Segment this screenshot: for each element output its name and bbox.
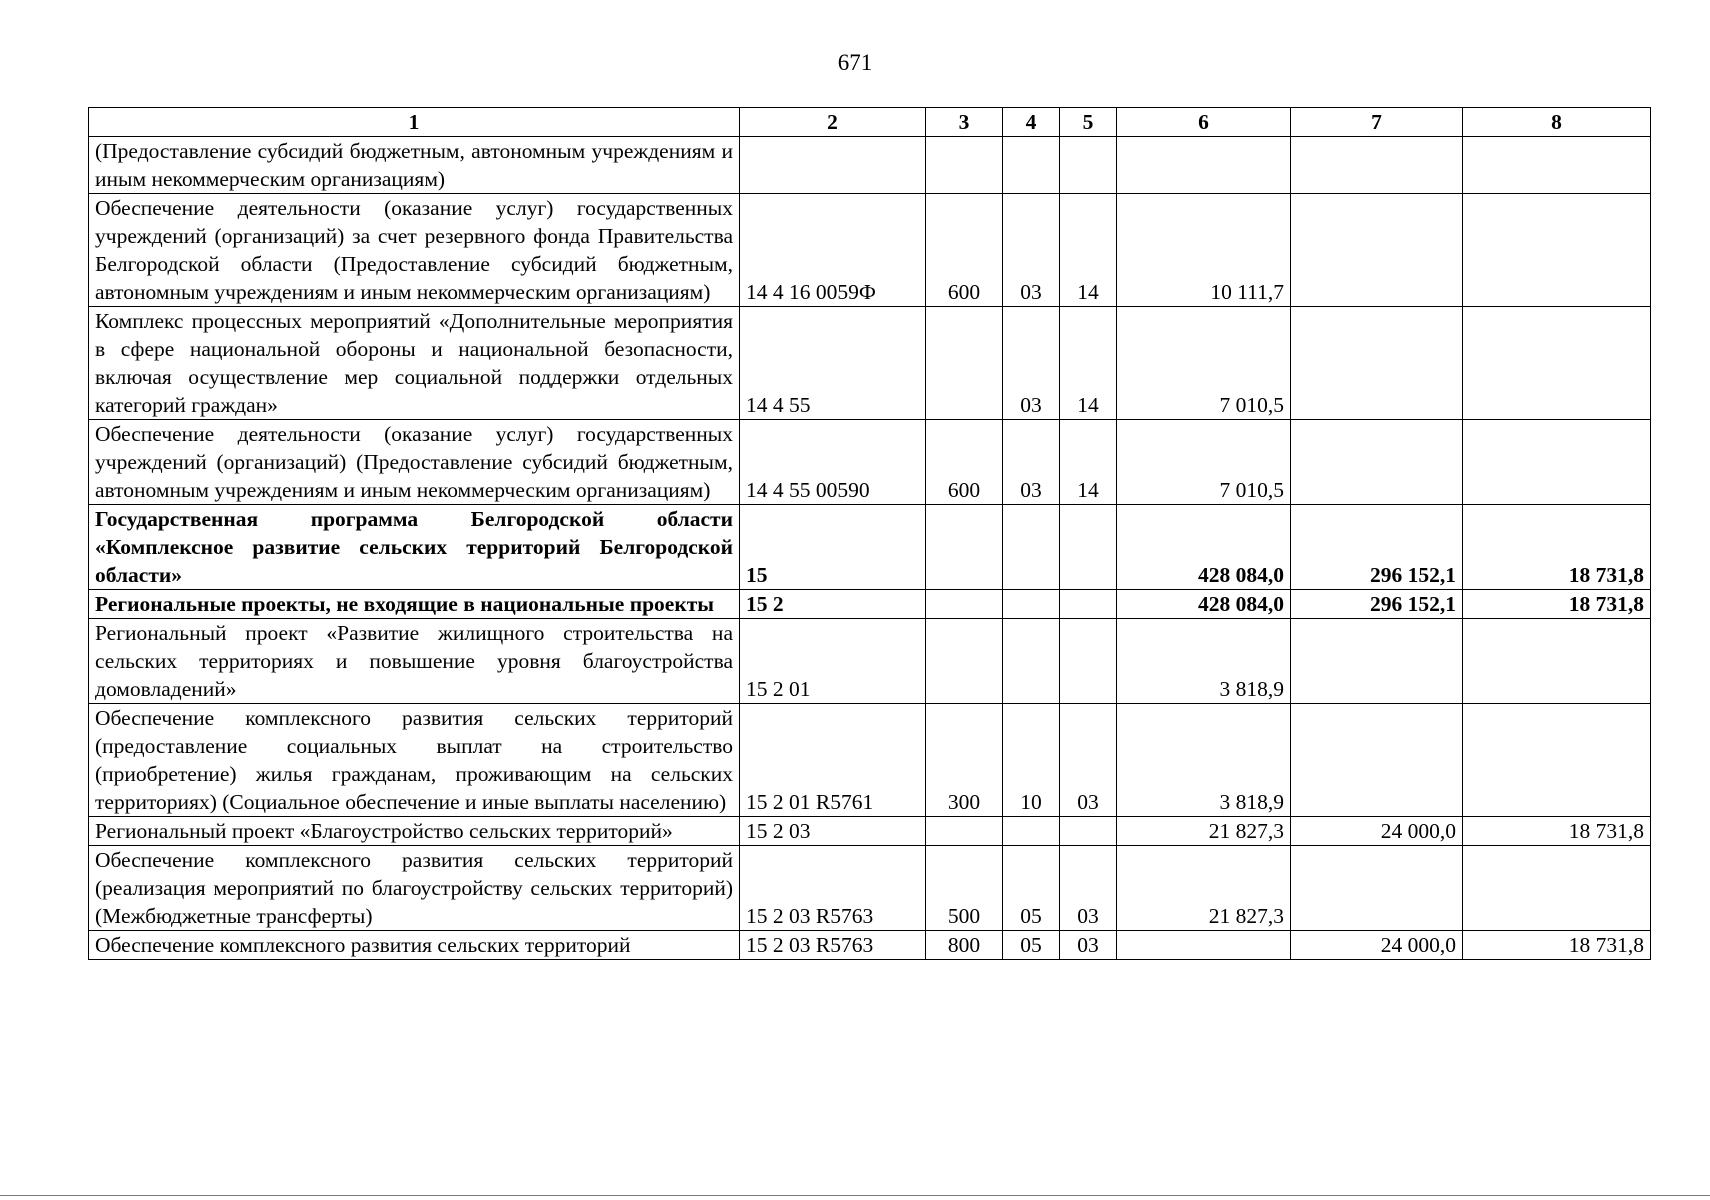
row-col7 (1291, 194, 1463, 307)
row-code: 15 2 (740, 590, 926, 619)
column-header: 3 (926, 108, 1003, 137)
column-header: 5 (1060, 108, 1117, 137)
row-col6 (1117, 931, 1291, 960)
row-col3 (926, 137, 1003, 194)
row-col7 (1291, 846, 1463, 931)
row-col6: 21 827,3 (1117, 817, 1291, 846)
row-col8 (1463, 420, 1651, 505)
table-row (89, 619, 1651, 704)
row-col3: 600 (926, 194, 1003, 307)
row-col3: 600 (926, 420, 1003, 505)
row-col7: 24 000,0 (1291, 817, 1463, 846)
budget-table (88, 107, 1651, 960)
row-col7: 296 152,1 (1291, 505, 1463, 590)
row-code: 14 4 55 00590 (740, 420, 926, 505)
row-col8: 18 731,8 (1463, 590, 1651, 619)
row-col4: 03 (1003, 194, 1060, 307)
row-col6: 7 010,5 (1117, 307, 1291, 420)
row-col8 (1463, 619, 1651, 704)
row-col5: 14 (1060, 420, 1117, 505)
row-col8 (1463, 194, 1651, 307)
row-col5 (1060, 590, 1117, 619)
row-col4 (1003, 505, 1060, 590)
row-col5 (1060, 137, 1117, 194)
row-col8 (1463, 846, 1651, 931)
row-col8 (1463, 704, 1651, 817)
row-code: 15 2 03 (740, 817, 926, 846)
row-col7 (1291, 420, 1463, 505)
column-header: 7 (1291, 108, 1463, 137)
row-col8: 18 731,8 (1463, 505, 1651, 590)
row-col6: 3 818,9 (1117, 619, 1291, 704)
table-row (89, 704, 1651, 817)
row-col5: 03 (1060, 704, 1117, 817)
row-col4: 10 (1003, 704, 1060, 817)
row-col6: 10 111,7 (1117, 194, 1291, 307)
row-code: 15 (740, 505, 926, 590)
table-row (89, 194, 1651, 307)
row-col6: 428 084,0 (1117, 505, 1291, 590)
row-col5: 14 (1060, 307, 1117, 420)
row-col4: 05 (1003, 846, 1060, 931)
row-col3 (926, 619, 1003, 704)
row-col7 (1291, 307, 1463, 420)
page-bottom-rule (0, 1195, 1710, 1196)
row-col8 (1463, 137, 1651, 194)
row-description: Обеспечение деятельности (оказание услуг) государственных учреждений (организаций) за счет резервного фонда Правительства Белгородской области (Предоставление субсидий бюджетным, автономным учреждениям и иным некоммерческим организациям) (89, 194, 740, 307)
column-header: 2 (740, 108, 926, 137)
row-col7 (1291, 704, 1463, 817)
row-col8 (1463, 307, 1651, 420)
row-col5 (1060, 817, 1117, 846)
row-description: Региональные проекты, не входящие в национальные проекты (89, 590, 740, 619)
row-col3: 500 (926, 846, 1003, 931)
row-col6: 3 818,9 (1117, 704, 1291, 817)
row-col5 (1060, 505, 1117, 590)
row-code: 15 2 01 R5761 (740, 704, 926, 817)
table-row (89, 931, 1651, 960)
column-header: 6 (1117, 108, 1291, 137)
row-code: 15 2 03 R5763 (740, 931, 926, 960)
row-col4: 03 (1003, 307, 1060, 420)
row-col3 (926, 590, 1003, 619)
row-col4 (1003, 619, 1060, 704)
row-col6 (1117, 137, 1291, 194)
row-col3 (926, 817, 1003, 846)
column-header: 8 (1463, 108, 1651, 137)
row-code: 15 2 03 R5763 (740, 846, 926, 931)
row-description: Региональный проект «Благоустройство сельских территорий» (89, 817, 740, 846)
row-col3 (926, 307, 1003, 420)
row-col3 (926, 505, 1003, 590)
row-col5 (1060, 619, 1117, 704)
table-row (89, 590, 1651, 619)
row-col7 (1291, 619, 1463, 704)
row-col6: 7 010,5 (1117, 420, 1291, 505)
column-header: 1 (89, 108, 740, 137)
row-col5: 03 (1060, 931, 1117, 960)
table-header-row (89, 108, 1651, 137)
row-col4 (1003, 817, 1060, 846)
row-description: Обеспечение комплексного развития сельских территорий (89, 931, 740, 960)
table-row (89, 420, 1651, 505)
row-code: 14 4 16 0059Ф (740, 194, 926, 307)
table-row (89, 817, 1651, 846)
column-header: 4 (1003, 108, 1060, 137)
row-description: Обеспечение комплексного развития сельских территорий (реализация мероприятий по благоустройству сельских территорий) (Межбюджетные трансферты) (89, 846, 740, 931)
row-description: Обеспечение комплексного развития сельских территорий (предоставление социальных выплат на строительство (приобретение) жилья гражданам, проживающим на сельских территориях) (Социальное обеспечение и иные выплаты населению) (89, 704, 740, 817)
row-col4: 03 (1003, 420, 1060, 505)
table-row (89, 505, 1651, 590)
row-col5: 03 (1060, 846, 1117, 931)
row-col7: 296 152,1 (1291, 590, 1463, 619)
row-col6: 21 827,3 (1117, 846, 1291, 931)
row-col8: 18 731,8 (1463, 817, 1651, 846)
row-code: 15 2 01 (740, 619, 926, 704)
row-col4 (1003, 137, 1060, 194)
row-col7 (1291, 137, 1463, 194)
row-col6: 428 084,0 (1117, 590, 1291, 619)
row-description: Обеспечение деятельности (оказание услуг) государственных учреждений (организаций) (Предоставление субсидий бюджетным, автономным учреждениям и иным некоммерческим организациям) (89, 420, 740, 505)
row-col5: 14 (1060, 194, 1117, 307)
row-col3: 300 (926, 704, 1003, 817)
row-col3: 800 (926, 931, 1003, 960)
row-description: Комплекс процессных мероприятий «Дополнительные мероприятия в сфере национальной обороны и национальной безопасности, включая осуществление мер социальной поддержки отдельных категорий граждан» (89, 307, 740, 420)
row-code: 14 4 55 (740, 307, 926, 420)
row-description: (Предоставление субсидий бюджетным, автономным учреждениям и иным некоммерческим организациям) (89, 137, 740, 194)
row-col4 (1003, 590, 1060, 619)
page-number: 671 (837, 50, 873, 75)
table-row (89, 307, 1651, 420)
table-row (89, 846, 1651, 931)
row-code (740, 137, 926, 194)
row-col8: 18 731,8 (1463, 931, 1651, 960)
row-col4: 05 (1003, 931, 1060, 960)
table-row (89, 137, 1651, 194)
row-description: Государственная программа Белгородской области «Комплексное развитие сельских территорий Белгородской области» (89, 505, 740, 590)
row-description: Региональный проект «Развитие жилищного строительства на сельских территориях и повышение уровня благоустройства домовладений» (89, 619, 740, 704)
row-col7: 24 000,0 (1291, 931, 1463, 960)
